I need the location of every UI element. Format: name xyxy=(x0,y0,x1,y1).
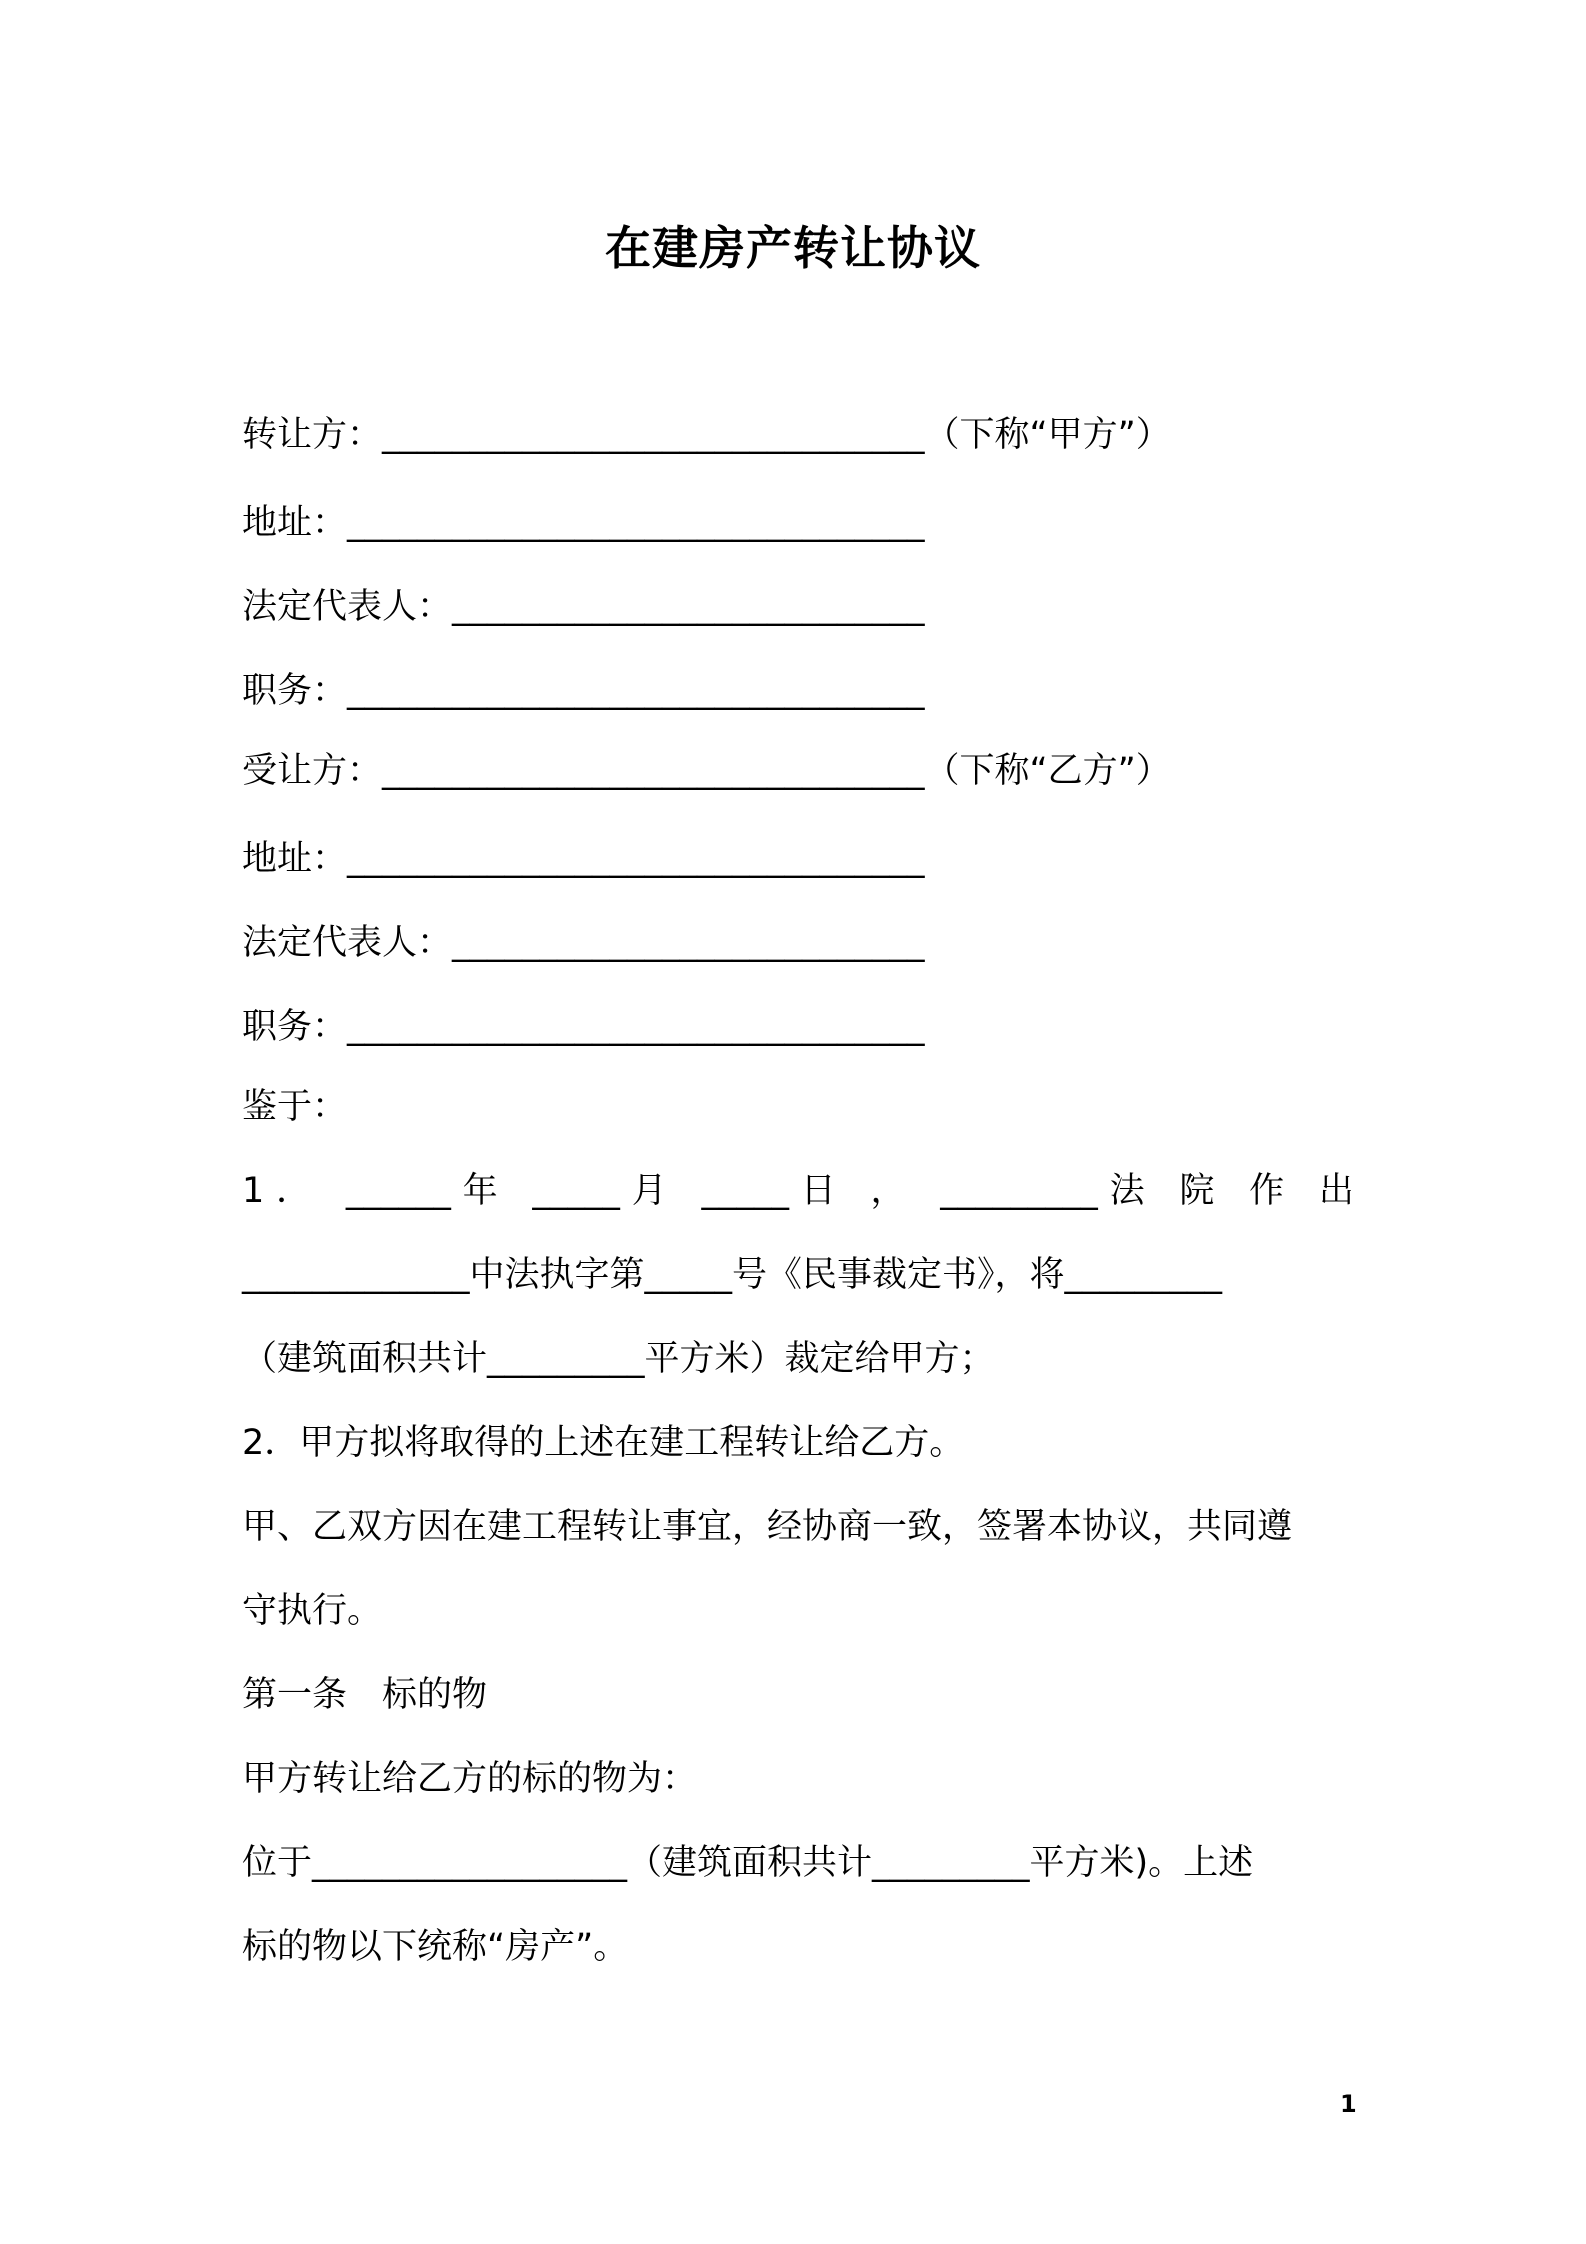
transferee-line: 受让方：_______________________________（下称“乙方”） xyxy=(242,751,1171,791)
transferee-position-line: 职务：_________________________________ xyxy=(242,1007,925,1047)
article1-heading: 第一条 标的物 xyxy=(242,1675,488,1715)
page-number: 1 xyxy=(1340,2090,1357,2118)
article1-line1: 位于__________________（建筑面积共计_________平方米)。上述 xyxy=(242,1843,1254,1883)
whereas-heading: 鉴于： xyxy=(242,1087,348,1127)
transferor-representative-line: 法定代表人：___________________________ xyxy=(242,587,925,627)
item2: 2．甲方拟将取得的上述在建工程转让给乙方。 xyxy=(242,1423,965,1463)
item1-month: _____月 xyxy=(532,1171,679,1211)
transferor-position-line: 职务：_________________________________ xyxy=(242,671,925,711)
item1-court-blank: _________法 xyxy=(940,1171,1157,1211)
paragraph-agreement-line1: 甲、乙双方因在建工程转让事宜，经协商一致，签署本协议，共同遵 xyxy=(242,1507,1293,1547)
transferor-line: 转让方：_______________________________（下称“甲方”） xyxy=(242,415,1171,455)
item1-number: 1． xyxy=(242,1171,323,1211)
document-title: 在建房产转让协议 xyxy=(605,221,981,275)
item1-char-yuan: 院 xyxy=(1179,1171,1227,1211)
article1-intro: 甲方转让给乙方的标的物为： xyxy=(242,1759,698,1799)
transferor-address-line: 地址：_________________________________ xyxy=(242,503,925,543)
item1-char-chu: 出 xyxy=(1318,1171,1354,1211)
item1-day: _____日 xyxy=(701,1171,848,1211)
item1-line1 xyxy=(242,1168,1354,1214)
item1-year: ______年 xyxy=(345,1171,510,1211)
item1-line2: _____________中法执字第_____号《民事裁定书》，将_________ xyxy=(242,1255,1223,1295)
transferee-representative-line: 法定代表人：___________________________ xyxy=(242,923,925,963)
item1-char-zuo: 作 xyxy=(1249,1171,1296,1211)
paragraph-agreement-line2: 守执行。 xyxy=(242,1591,383,1631)
item1-comma: ， xyxy=(870,1171,918,1211)
item1-line3: （建筑面积共计_________平方米）裁定给甲方； xyxy=(242,1339,995,1379)
article1-line2: 标的物以下统称“房产”。 xyxy=(242,1927,629,1967)
transferee-address-line: 地址：_________________________________ xyxy=(242,839,925,879)
